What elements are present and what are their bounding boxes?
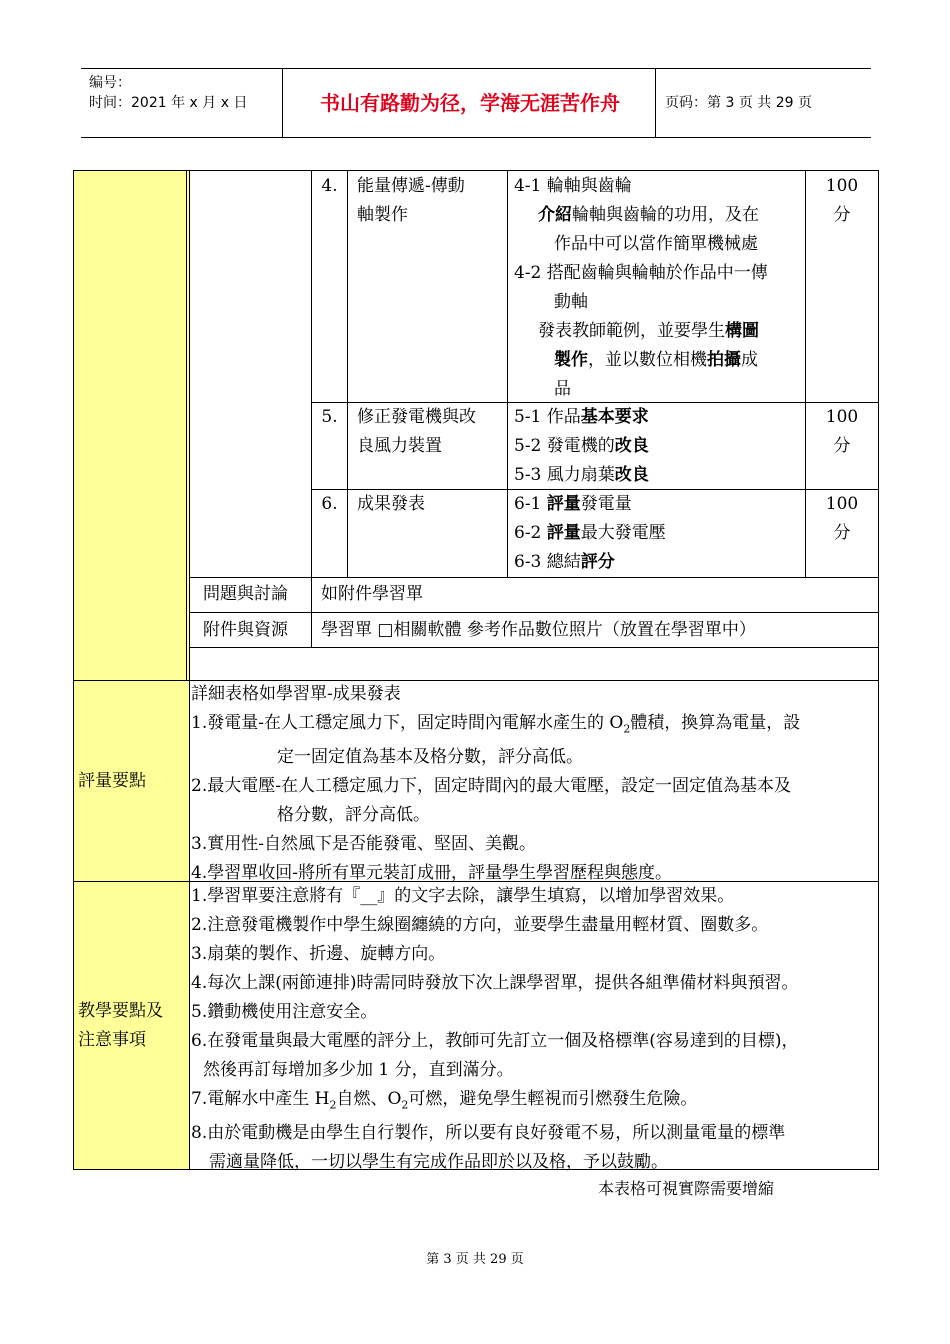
teaching-content: 1.學習單要注意將有『__』的文字去除，讓學生填寫，以增加學習效果。 2.注意發電機製作中學生線圈纏繞的方向，並要學生盡量用輕材質、圈數多。 3.扇葉的製作、折邊、旋轉方向。 4.每次上課(兩節連排)時需同時發放下次上課學習單，提供各組準備材料與預習。 5.鑽動機使用注意安全。 6.在發電量與最大電壓的評分上，教師可先訂立一個及格標準(容易達到的目標)， 然後再訂每增加多少加 1 分，直到滿分。 7.電解水中產生 $H_2$自燃、$O_2$可燃，避免學生輕視而引燃發生危險。 8.由於電動機是由學生自行製作，所以要有良好發電不易，所以測量電量的標準 需適量降低，一切以學生有完成作品即於以及格，予以鼓勵。 — [191, 886, 799, 1173]
table-border — [186, 170, 187, 680]
unit-number: 4. — [321, 176, 338, 196]
unit-title: 修正發電機與改 良風力裝置 — [357, 407, 476, 456]
page-indicator: 页码：第 3 页 共 29 页 — [665, 95, 813, 111]
number-label: 编号： — [89, 75, 131, 91]
discussion-value: 如附件學習單 — [321, 584, 423, 604]
page-total: 29 — [775, 95, 794, 111]
unit-number: 6. — [321, 494, 338, 514]
grid-line — [189, 647, 878, 648]
discussion-label: 問題與討論 — [203, 584, 288, 604]
unit-content: 5-1 作品基本要求 5-2 發電機的改良 5-3 風力扇葉改良 — [514, 407, 649, 485]
page-number: 3 — [725, 95, 735, 111]
teaching-label: 教學要點及 注意事項 — [78, 1001, 163, 1050]
table-footnote: 本表格可視實際需要增縮 — [598, 1179, 775, 1198]
resources-label: 附件與資源 — [203, 620, 288, 640]
grid-line — [189, 612, 878, 613]
page-footer: 第 3 页 共 29 页 — [426, 1252, 524, 1267]
evaluation-label: 評量要點 — [78, 771, 146, 791]
table-border — [73, 170, 74, 1170]
grid-line — [507, 170, 508, 577]
table-border — [73, 170, 879, 171]
unit-content: 4-1 輪軸與齒輪 介紹輪軸與齒輪的功用，及在 作品中可以當作簡單機械處 4-2 搭配齒輪與輪軸於作品中一傳 動軸 發表教師範例，並要學生構圖 製作，並以數位相機拍攝成 品 — [514, 176, 768, 399]
evaluation-content: 詳細表格如學習單-成果發表 1.發電量-在人工穩定風力下，固定時間內電解水產生的 $O_2$體積，換算為電量，設 定一固定值為基本及格分數，評分高低。 2.最大電壓-在人工穩定風力下，固定時間內的最大電壓，設定一固定值為基本及 格分數，評分高低。 3.實用性-自然風下是否能發電、堅固、美觀。 4.學習單收回-將所有單元裝訂成冊，評量學生學習歷程與態度。 — [191, 684, 801, 884]
unit-title: 能量傳遞-傳動 軸製作 — [357, 176, 465, 225]
grid-line — [189, 577, 878, 578]
header-divider — [655, 69, 656, 137]
unit-title: 成果發表 — [357, 494, 425, 514]
table-border — [189, 170, 190, 1170]
grid-line — [347, 170, 348, 577]
unit-content: 6-1 評量發電量 6-2 評量最大發電壓 6-3 總結評分 — [514, 494, 666, 572]
header-meta — [89, 73, 279, 113]
unit-score: 100 分 — [825, 176, 859, 225]
unit-number: 5. — [321, 407, 338, 427]
unit-score: 100 分 — [825, 407, 859, 456]
page-header — [81, 68, 871, 138]
unit-score: 100 分 — [825, 494, 859, 543]
header-motto: 书山有路勤为径，学海无涯苦作舟 — [320, 91, 620, 115]
date-text: 时间：2021 年 x 月 x 日 — [89, 95, 248, 111]
resources-value: 學習單 □相關軟體 參考作品數位照片（放置在學習單中） — [321, 620, 756, 640]
